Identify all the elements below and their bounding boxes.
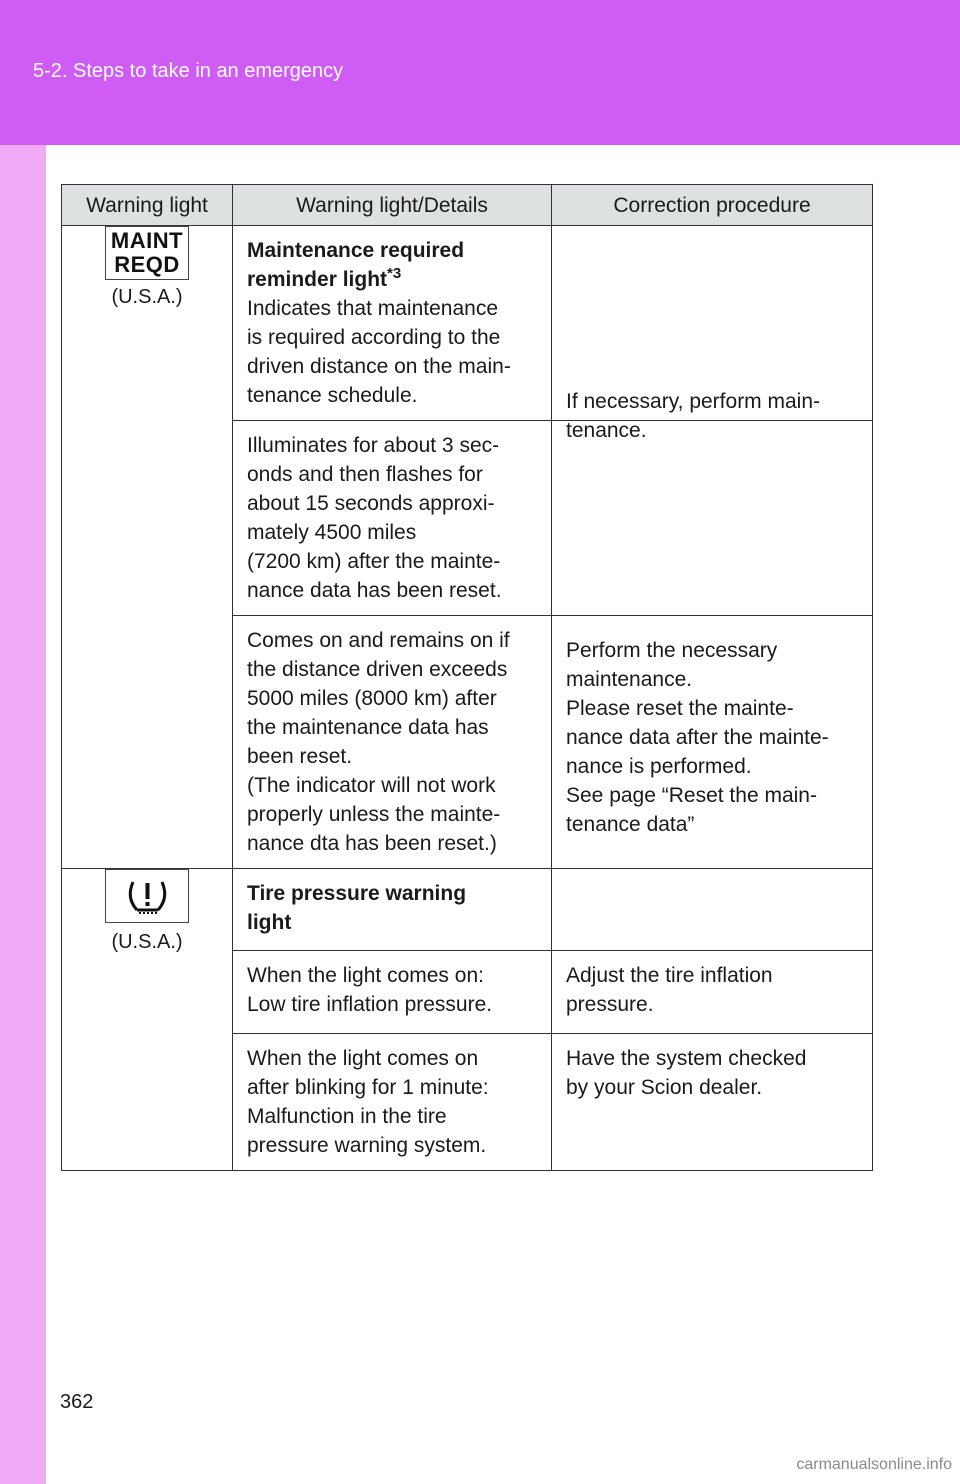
section-title: 5-2. Steps to take in an emergency (33, 60, 344, 82)
correction-line: Perform the necessary (566, 639, 778, 662)
detail-line: the maintenance data has (247, 716, 489, 739)
maint-icon-cell (62, 226, 233, 869)
maint-icon-text-line2: REQD (114, 252, 180, 277)
detail-line: Low tire inflation pressure. (247, 993, 493, 1016)
warning-light-table (61, 184, 873, 1171)
tire-region-label: (U.S.A.) (111, 931, 183, 953)
maint-icon-text-line1: MAINT (110, 228, 184, 253)
column-header-warning-light: Warning light (62, 185, 233, 226)
detail-line: about 15 seconds approxi- (247, 492, 495, 515)
side-margin-strip (0, 145, 46, 1484)
correction-line: If necessary, perform main- (566, 390, 821, 413)
detail-line: When the light comes on: (247, 964, 484, 987)
maint-row2-details (233, 421, 552, 616)
table-row (62, 869, 873, 951)
tire-title-line1: Tire pressure warning (247, 882, 467, 905)
tire-title-correction-cell (552, 869, 873, 951)
correction-line: See page “Reset the main- (566, 784, 817, 807)
detail-line: Illuminates for about 3 sec- (247, 434, 500, 457)
maint-title-cell (233, 226, 552, 421)
section-header-band (0, 0, 960, 145)
detail-line: been reset. (247, 745, 353, 768)
detail-line: nance dta has been reset.) (247, 832, 497, 855)
tire-row3-correction (552, 1034, 873, 1171)
detail-line: onds and then flashes for (247, 463, 483, 486)
maint-desc-line: driven distance on the main- (247, 355, 511, 378)
correction-line: tenance. (566, 419, 647, 442)
detail-line: mately 4500 miles (247, 521, 417, 544)
detail-line: 5000 miles (8000 km) after (247, 687, 497, 710)
correction-line: by your Scion dealer. (566, 1076, 763, 1099)
detail-line: after blinking for 1 minute: (247, 1076, 489, 1099)
correction-line: tenance data” (566, 813, 695, 836)
tire-pressure-warning-icon (105, 869, 189, 923)
correction-line: Have the system checked (566, 1047, 807, 1070)
detail-line: Comes on and remains on if (247, 629, 510, 652)
maint-reqd-icon (105, 226, 189, 280)
column-header-details: Warning light/Details (233, 185, 552, 226)
watermark: carmanualsonline.info (796, 1456, 952, 1473)
tire-pressure-warning-icon-glyph (107, 870, 188, 921)
tire-icon-cell (62, 869, 233, 1171)
correction-line: nance is performed. (566, 755, 752, 778)
detail-line: nance data has been reset. (247, 579, 502, 602)
maint-desc-line: Indicates that maintenance (247, 297, 498, 320)
maint-row2-correction (552, 390, 873, 616)
detail-line: the distance driven exceeds (247, 658, 508, 681)
page-number: 362 (60, 1391, 94, 1413)
correction-line: pressure. (566, 993, 654, 1016)
correction-line: maintenance. (566, 668, 693, 691)
tire-row3-details (233, 1034, 552, 1171)
maint-title-line1: Maintenance required (247, 239, 465, 262)
tire-row2-details (233, 951, 552, 1034)
footnote-marker: *3 (387, 265, 402, 282)
maint-row3-details (233, 616, 552, 869)
tire-row2-correction (552, 951, 873, 1034)
detail-line: (The indicator will not work (247, 774, 496, 797)
table-header-row (62, 185, 873, 226)
correction-line: Adjust the tire inflation (566, 964, 773, 987)
detail-line: Malfunction in the tire (247, 1105, 447, 1128)
detail-line: (7200 km) after the mainte- (247, 550, 501, 573)
tire-title-cell (233, 869, 552, 951)
column-header-correction: Correction procedure (552, 185, 873, 226)
detail-line: When the light comes on (247, 1047, 479, 1070)
detail-line: properly unless the mainte- (247, 803, 501, 826)
tire-title-line2: light (247, 911, 292, 934)
maint-title-line2: reminder light$^{*3}$ (247, 265, 402, 291)
maint-desc-line: tenance schedule. (247, 384, 418, 407)
maint-region-label: (U.S.A.) (111, 286, 183, 308)
correction-line: nance data after the mainte- (566, 726, 829, 749)
maint-row3-correction (552, 616, 873, 869)
detail-line: pressure warning system. (247, 1134, 487, 1157)
maint-desc-line: is required according to the (247, 326, 501, 349)
correction-line: Please reset the mainte- (566, 697, 794, 720)
